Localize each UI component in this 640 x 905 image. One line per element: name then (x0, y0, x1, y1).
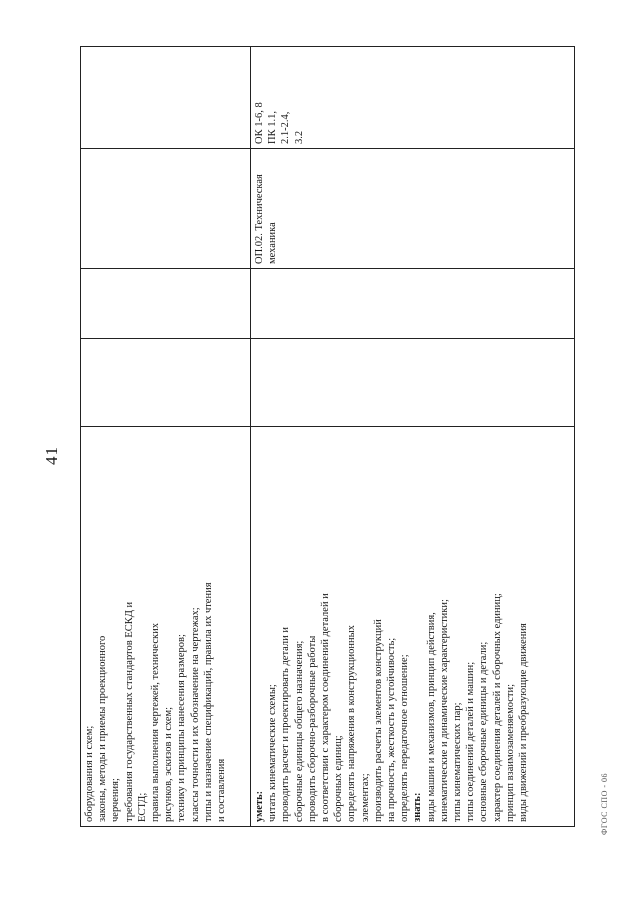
list-item: элементах; (359, 773, 371, 822)
list-item: кинематические и динамические характеристики; (438, 599, 450, 822)
competence-codes: ПК 1.1, (267, 111, 279, 144)
list-item: сборочные единицы общего назначения; (293, 640, 305, 822)
umet-heading: уметь: (254, 790, 265, 822)
list-item: на прочность, жесткость и устойчивость; (386, 637, 398, 822)
list-item: характер соединения деталей и сборочных единиц; (491, 593, 503, 822)
list-item: и составления (216, 758, 228, 822)
list-item: правила выполнения чертежей, технических (150, 623, 162, 822)
discipline-name: ОП.02. Техническая (254, 174, 265, 264)
drawing-requirements-section (81, 427, 230, 826)
page-number: 41 (42, 446, 61, 465)
empty-cell (81, 339, 251, 427)
list-item: типы соединений деталей и машин; (465, 661, 477, 822)
table-row-drawing (81, 47, 251, 827)
list-item: типы кинематических пар; (452, 702, 464, 822)
list-item: ЕСТД; (136, 792, 148, 822)
list-item: сборочных единиц; (333, 735, 345, 822)
umet-section (251, 427, 532, 826)
empty-cell (81, 149, 251, 269)
list-item: определять напряжения в конструкционных (346, 625, 358, 822)
table-row-mechanics (251, 47, 575, 827)
empty-cell (81, 269, 251, 339)
content-cell-drawing (81, 427, 251, 827)
list-item: типы и назначение спецификаций, правила их чтения (202, 582, 214, 822)
competence-codes: 3.2 (293, 130, 305, 144)
list-item: оборудования и схем; (84, 725, 95, 822)
list-item: принцип взаимозаменяемости; (504, 683, 516, 822)
list-item: рисунков, эскизов и схем; (163, 706, 175, 822)
list-item: проводить расчет и проектировать детали и (280, 626, 292, 822)
empty-cell (251, 339, 575, 427)
footer-code: ФГОС СПО - 06 (600, 772, 609, 835)
empty-cell (81, 47, 251, 149)
list-item: технику и принципы нанесения размеров; (176, 634, 188, 822)
list-item: виды движений и преобразующие движения (518, 623, 530, 822)
list-item: в соответствии с характером соединений деталей и (320, 593, 332, 822)
content-cell-mechanics (251, 427, 575, 827)
competence-codes: 2.1-2.4, (280, 111, 292, 144)
competence-cell (251, 47, 575, 149)
list-item: проводить сборочно-разборочные работы (306, 635, 318, 822)
list-item: классы точности и их обозначение на чертежах; (189, 607, 201, 822)
empty-cell (251, 269, 575, 339)
list-item: основные сборочные единицы и детали; (478, 641, 490, 822)
list-item: читать кинематические схемы; (267, 684, 279, 822)
list-item: виды машин и механизмов, принцип действия, (425, 612, 437, 822)
list-item: требования государственных стандартов ЕСКД и (123, 601, 135, 822)
competence-codes: ОК 1-6, 8 (254, 102, 265, 144)
list-item: черчения; (110, 778, 122, 822)
requirements-table (80, 46, 575, 827)
list-item: определять передаточное отношение; (399, 654, 411, 822)
znat-heading: знать: (412, 792, 424, 822)
discipline-name: механика (267, 222, 279, 264)
list-item: законы, методы и приемы проекционного (97, 635, 109, 822)
list-item: производить расчеты элементов конструкций (372, 619, 384, 822)
discipline-cell (251, 149, 575, 269)
